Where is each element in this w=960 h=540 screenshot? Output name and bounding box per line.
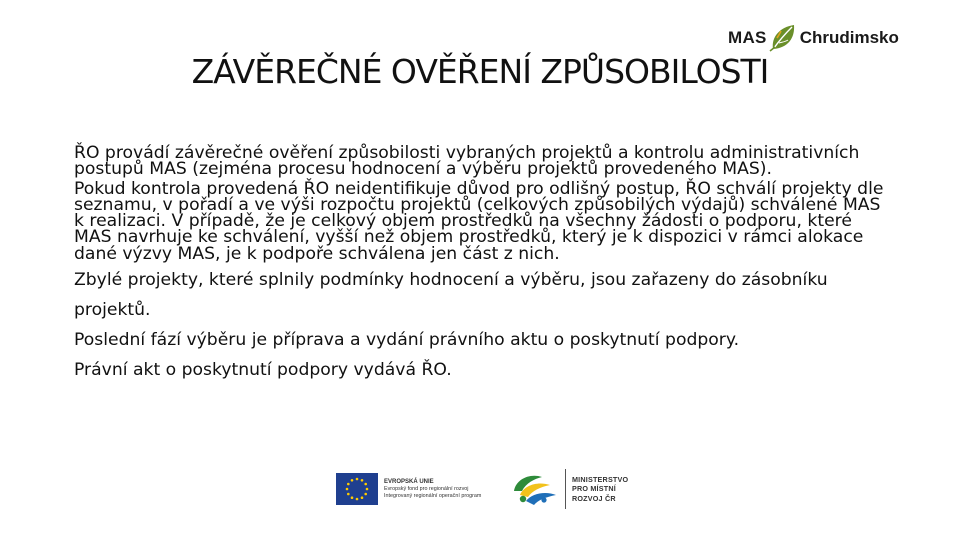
paragraph-legal-act: Právní akt o poskytnutí podpory vydává ŘO.	[74, 360, 452, 381]
ministry-divider	[565, 469, 566, 509]
eu-line-1: EVROPSKÁ UNIE	[384, 478, 434, 485]
paragraph-final-phase: Poslední fází výběru je příprava a vydání právního aktu o poskytnutí podpory.	[74, 330, 740, 351]
slide-title: ZÁVĚREČNÉ OVĚŘENÍ ZPŮSOBILOSTI	[191, 52, 769, 91]
mas-chrudimsko-logo	[728, 22, 899, 54]
eu-logo-text	[384, 479, 496, 500]
ministry-line-3: ROZVOJ ČR	[572, 493, 616, 503]
slide-body	[74, 145, 889, 385]
eu-flag-icon	[336, 473, 378, 505]
footer-logos	[336, 466, 628, 512]
paragraph-overview: ŘO provádí závěrečné ověření způsobilosti vybraných projektů a kontrolu administrativních postupů MAS (zejména procesu hodnocení a výběru projektů provedeného MAS).	[74, 143, 860, 180]
ministry-logo-text	[572, 475, 628, 504]
eu-line-2: Evropský fond pro regionální rozvoj	[384, 485, 469, 492]
paragraph-approval: Pokud kontrola provedená ŘO neidentifikuje důvod pro odlišný postup, ŘO schválí projekty dle seznamu, v pořadí a ve výši rozpočtu projektů (celkových způsobilých výdajů) schválené MAS k realizaci. V případě, že je celkový objem prostředků na všechny žádosti o podporu, které MAS navrhuje ke schválení, vyšší než objem prostředků, který je k dispozici v rámci alokace dané výzvy MAS, je k podpoře schválena jen část z nich.	[74, 178, 884, 264]
ministry-emblem-icon	[510, 469, 560, 509]
logo-mas-text: MAS	[728, 28, 767, 47]
logo-town-text: Chrudimsko	[799, 28, 899, 47]
leaf-icon	[768, 22, 798, 54]
paragraph-reserve: Zbylé projekty, které splnily podmínky hodnocení a výběru, jsou zařazeny do zásobníku projektů.	[74, 270, 828, 321]
ministry-logo	[510, 469, 628, 509]
ministry-line-2: PRO MÍSTNÍ	[572, 484, 616, 494]
eu-line-3: Integrovaný regionální operační program	[384, 492, 482, 499]
ministry-line-1: MINISTERSTVO	[572, 474, 629, 484]
eu-logo	[336, 473, 496, 505]
